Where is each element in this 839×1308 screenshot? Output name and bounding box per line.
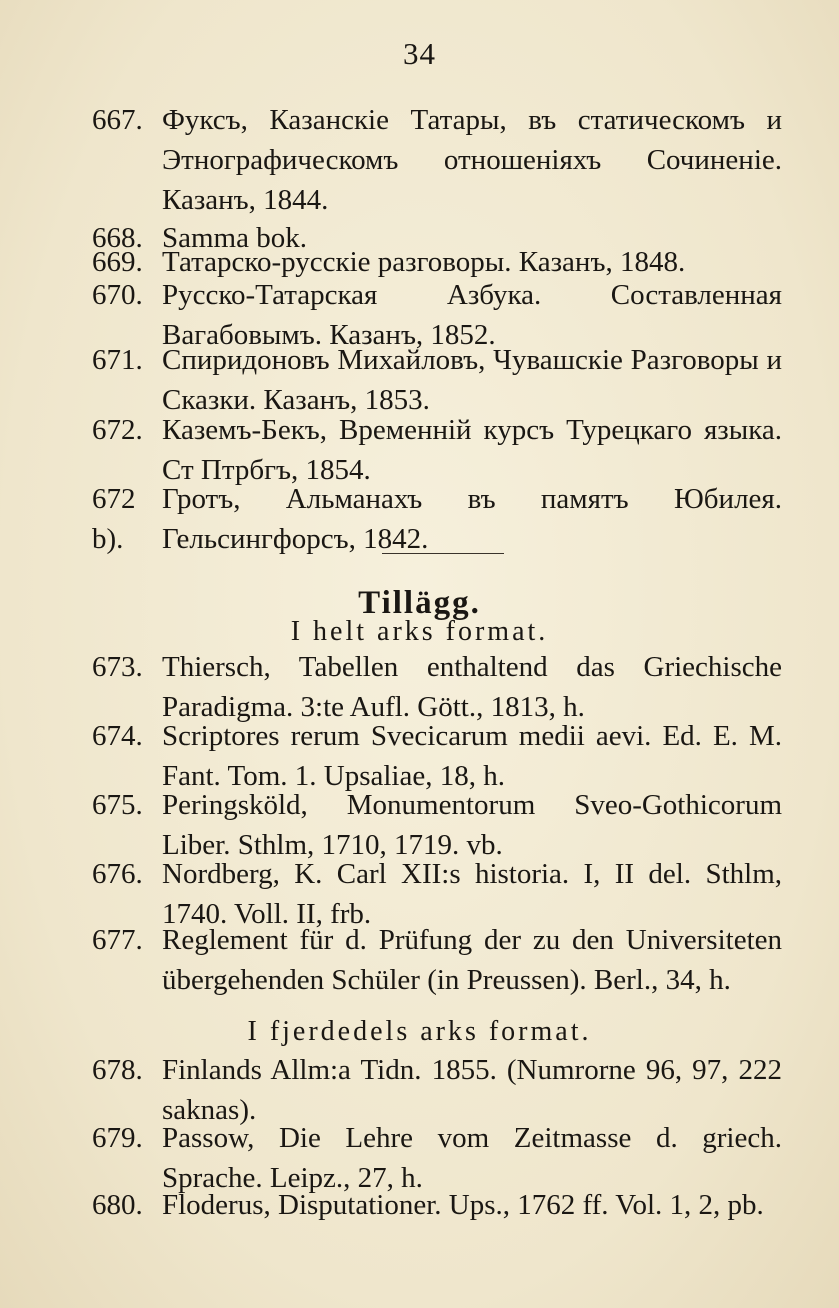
entry-number: 679. bbox=[92, 1122, 143, 1154]
entry-text: Reglement für d. Prüfung der zu den Universiteten übergehenden Schüler (in Preussen). Berl., 34, h. bbox=[162, 924, 782, 996]
entry-680 bbox=[92, 1185, 782, 1225]
section-heading: Tillägg. bbox=[358, 585, 481, 621]
entry-text: Гротъ, Альманахъ въ памятъ Юбилея. Гельсингфорсъ, 1842. bbox=[162, 483, 782, 555]
entry-text: Nordberg, K. Carl XII:s historia. I, II del. Sthlm, 1740. Voll. II, frb. bbox=[162, 858, 782, 930]
entry-number: 674. bbox=[92, 720, 143, 752]
entry-text: Thiersch, Tabellen enthaltend das Griechische Paradigma. 3:te Aufl. Gött., 1813, h. bbox=[162, 651, 782, 723]
entry-number: 680. bbox=[92, 1189, 143, 1221]
entry-text: Peringsköld, Monumentorum Sveo-Gothicorum Liber. Sthlm, 1710, 1719. vb. bbox=[162, 789, 782, 861]
entry-text: Floderus, Disputationer. Ups., 1762 ff. Vol. 1, 2, pb. bbox=[162, 1189, 764, 1221]
entry-673 bbox=[92, 647, 782, 727]
entry-671 bbox=[92, 340, 782, 420]
entry-number: 667. bbox=[92, 104, 143, 136]
entry-text: Finlands Allm:a Tidn. 1855. (Numrorne 96, 97, 222 saknas). bbox=[162, 1054, 782, 1126]
entry-number: 673. bbox=[92, 651, 143, 683]
entry-number: 676. bbox=[92, 858, 143, 890]
entry-text: Passow, Die Lehre vom Zeitmasse d. griech. Sprache. Leipz., 27, h. bbox=[162, 1122, 782, 1194]
entry-674 bbox=[92, 716, 782, 796]
entry-number: 672 b). bbox=[92, 483, 136, 555]
entry-number: 671. bbox=[92, 344, 143, 376]
entry-672b bbox=[92, 479, 782, 559]
entry-number: 678. bbox=[92, 1054, 143, 1086]
page-number: 34 bbox=[403, 36, 436, 71]
entry-number: 672. bbox=[92, 414, 143, 446]
subheading-folio: I helt arks format. bbox=[290, 616, 549, 647]
entry-text: Фуксъ, Казанскіе Татары, въ статическомъ и Этнографическомъ отношеніяхъ Сочиненіе. Казанъ, 1844. bbox=[162, 104, 782, 216]
entry-number: 669. bbox=[92, 246, 143, 278]
entry-text: Русско-Татарская Азбука. Составленная Вагабовымъ. Казанъ, 1852. bbox=[162, 279, 782, 351]
section-divider bbox=[382, 553, 504, 554]
entry-number: 677. bbox=[92, 924, 143, 956]
entry-number: 668. bbox=[92, 222, 143, 254]
entry-text: Samma bok. bbox=[162, 222, 307, 254]
entry-number: 670. bbox=[92, 279, 143, 311]
entry-667 bbox=[92, 100, 782, 220]
entry-number: 675. bbox=[92, 789, 143, 821]
entry-text: Спиридоновъ Михайловъ, Чувашскіе Разговоры и Сказки. Казанъ, 1853. bbox=[162, 344, 782, 416]
entry-672 bbox=[92, 410, 782, 490]
entry-text: Scriptores rerum Svecicarum medii aevi. Ed. E. M. Fant. Tom. 1. Upsaliae, 18, h. bbox=[162, 720, 782, 792]
entry-text: Каземъ-Бекъ, Временній курсъ Турецкаго языка. Ст Птрбгъ, 1854. bbox=[162, 414, 782, 486]
entry-677 bbox=[92, 920, 782, 1000]
subheading-quarto: I fjerdedels arks format. bbox=[247, 1016, 592, 1047]
entry-text: Татарско-русскіе разговоры. Казанъ, 1848. bbox=[162, 246, 686, 278]
entry-675 bbox=[92, 785, 782, 865]
